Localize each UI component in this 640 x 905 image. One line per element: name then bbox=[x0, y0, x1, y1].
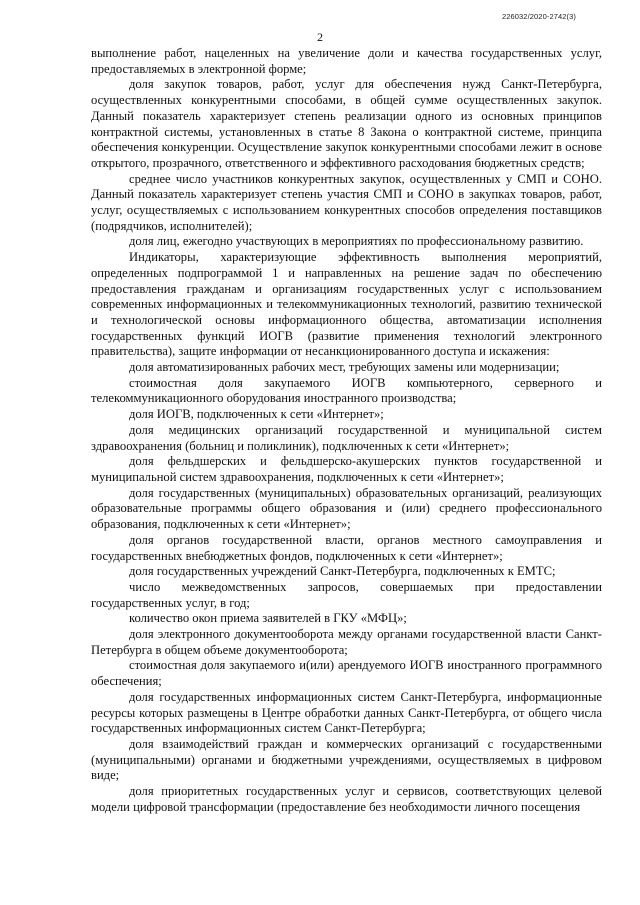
paragraph: доля приоритетных государственных услуг и сервисов, соответствующих целевой модели цифровой трансформации (предоставление без необходимости личного посещения bbox=[91, 784, 602, 814]
paragraph: доля электронного документооборота между органами государственной власти Санкт-Петербурга в общем объеме документооборота; bbox=[91, 627, 602, 657]
paragraph: доля ИОГВ, подключенных к сети «Интернет»; bbox=[129, 407, 384, 422]
paragraph: среднее число участников конкурентных закупок, осуществленных у СМП и СОНО. Данный показатель характеризует степень участия СМП и СОНО в закупках товаров, работ, услуг, осуществляемых с использованием конкурентных способов определения поставщиков (подрядчиков, исполнителей); bbox=[91, 171, 602, 233]
paragraph: доля закупок товаров, работ, услуг для обеспечения нужд Санкт-Петербурга, осуществленных конкурентными способами, в общей сумме осуществленных закупок. Данный показатель характеризует степень реализации одного из основных принципов контрактной системы, установленных в статье 8 Закона о контрактной системе, принципа обеспечения конкуренции. Осуществление закупок конкурентными способами лежит в основе открытого, прозрачного, ответственного и эффективного расходования бюджетных средств; bbox=[91, 77, 602, 170]
paragraph: доля государственных информационных систем Санкт-Петербурга, информационные ресурсы которых размещены в Центре обработки данных Санкт-Петербурга, от общего числа государственных информационных систем Санкт-Петербурга; bbox=[91, 689, 602, 736]
document-body bbox=[91, 46, 602, 815]
paragraph: доля государственных учреждений Санкт-Петербурга, подключенных к ЕМТС; bbox=[129, 564, 556, 579]
document-id: 226032/2020-2742(3) bbox=[501, 12, 576, 21]
paragraph: стоимостная доля закупаемого ИОГВ компьютерного, серверного и телекоммуникационного оборудования иностранного производства; bbox=[91, 375, 602, 406]
paragraph: доля автоматизированных рабочих мест, требующих замены или модернизации; bbox=[129, 360, 560, 375]
paragraph: стоимостная доля закупаемого и(или) арендуемого ИОГВ иностранного программного обеспечения; bbox=[91, 658, 602, 689]
paragraph: выполнение работ, нацеленных на увеличение доли и качества государственных услуг, предоставляемых в электронной форме; bbox=[91, 46, 602, 76]
paragraph: число межведомственных запросов, совершаемых при предоставлении государственных услуг, в год; bbox=[91, 579, 602, 610]
paragraph: доля органов государственной власти, органов местного самоуправления и государственных внебюджетных фондов, подключенных к сети «Интернет»; bbox=[91, 532, 602, 563]
paragraph: доля медицинских организаций государственной и муниципальной систем здравоохранения (больниц и поликлиник), подключенных к сети «Интернет»; bbox=[91, 422, 602, 453]
paragraph: доля взаимодействий граждан и коммерческих организаций с государственными (муниципальными) органами и бюджетными учреждениями, осуществляемых в цифровом виде; bbox=[91, 736, 602, 783]
paragraph: Индикаторы, характеризующие эффективность выполнения мероприятий, определенных подпрограммой 1 и направленных на решение задач по обеспечению предоставления гражданам и организациям государственных услуг с использованием современных информационных и телекоммуникационных технологий, развитию технической и технологической основы информационного общества, автоматизации исполнения государственных функций ИОГВ (развитие применения технологий электронного правительства), защите информации от несанкционированного доступа и искажения: bbox=[91, 250, 602, 359]
page-number: 2 bbox=[317, 30, 323, 44]
paragraph: доля лиц, ежегодно участвующих в мероприятиях по профессиональному развитию. bbox=[129, 234, 584, 249]
paragraph: количество окон приема заявителей в ГКУ «МФЦ»; bbox=[129, 611, 407, 626]
paragraph: доля государственных (муниципальных) образовательных организаций, реализующих образовательные программы общего образования и (или) среднего профессионального образования, подключенных к сети «Интернет»; bbox=[91, 485, 602, 532]
paragraph: доля фельдшерских и фельдшерско-акушерских пунктов государственной и муниципальной систем здравоохранения, подключенных к сети «Интернет»; bbox=[91, 454, 602, 484]
